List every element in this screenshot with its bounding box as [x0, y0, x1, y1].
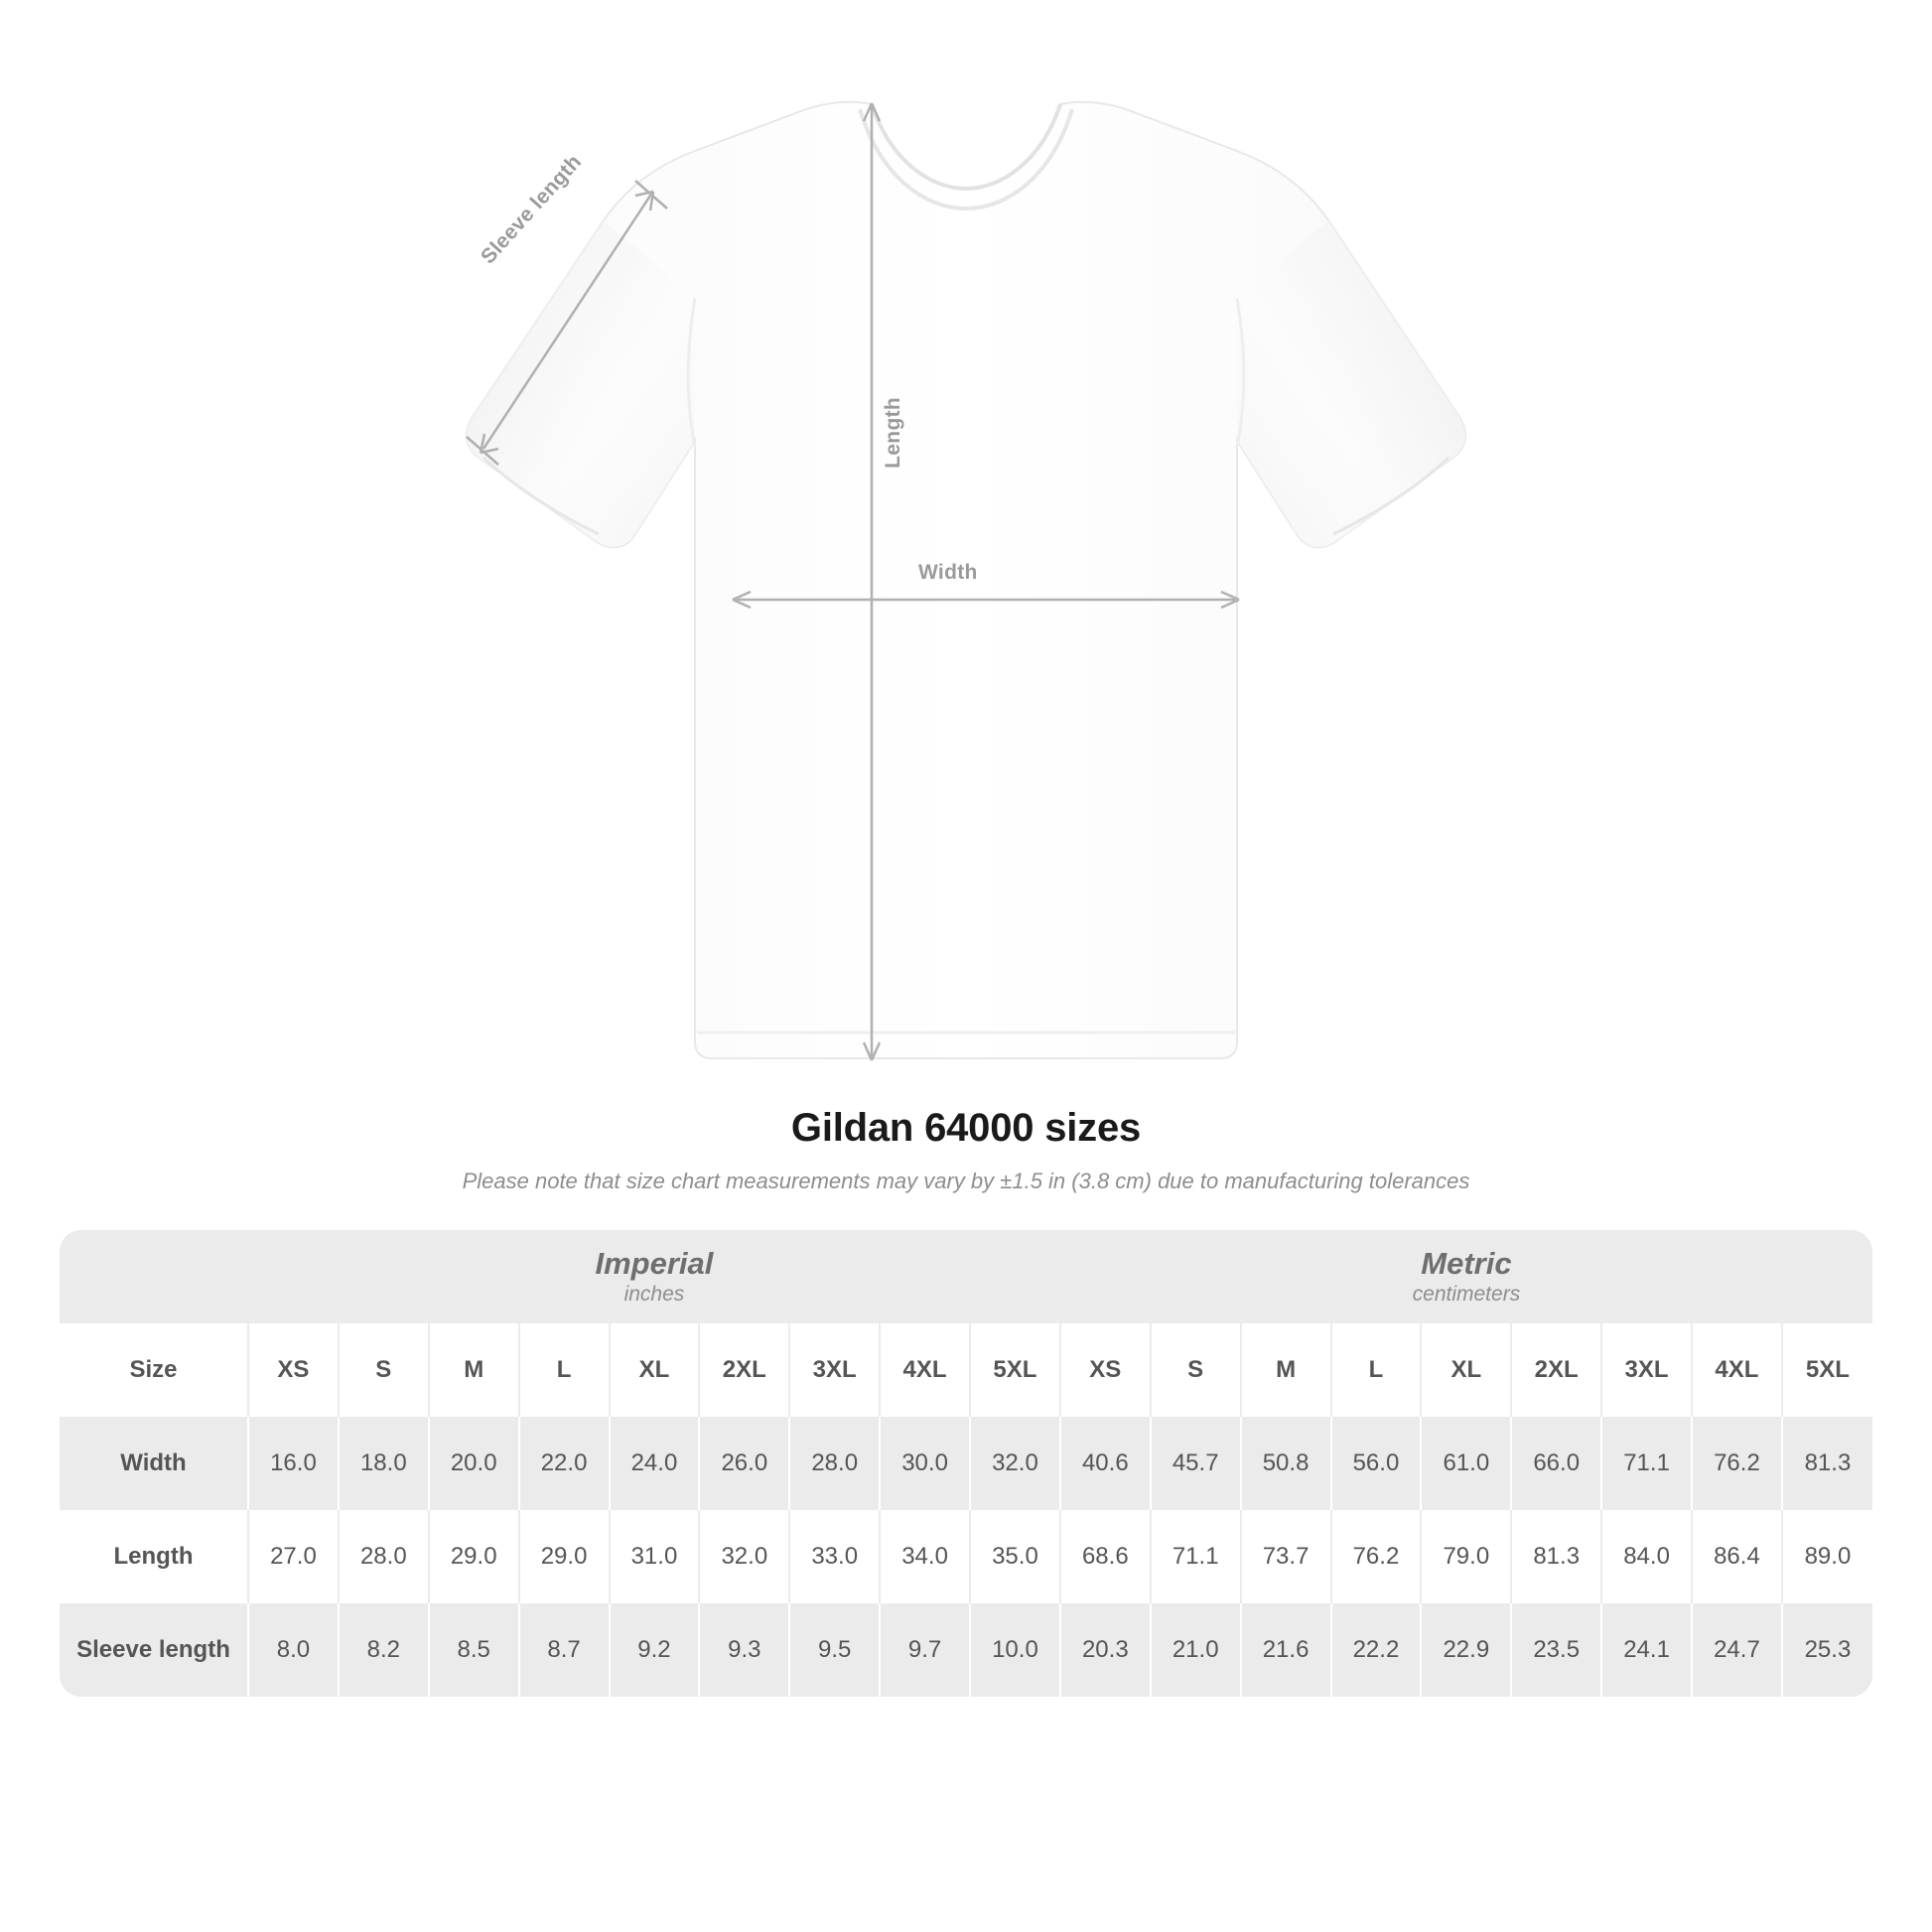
title-block	[0, 1106, 1932, 1194]
col-header-m-imperial: M	[429, 1323, 519, 1417]
col-header-2xl-imperial: 2XL	[699, 1323, 789, 1417]
cell-length-13: 79.0	[1421, 1510, 1511, 1603]
cell-width-11: 50.8	[1241, 1417, 1331, 1510]
col-header-5xl-imperial: 5XL	[970, 1323, 1060, 1417]
cell-sleeve-7: 9.7	[880, 1603, 970, 1697]
page-title: Gildan 64000 sizes	[790, 1106, 1142, 1150]
cell-sleeve-2: 8.5	[429, 1603, 519, 1697]
width-dimension-label: Width	[918, 561, 978, 584]
cell-width-9: 40.6	[1060, 1417, 1151, 1510]
cell-length-14: 81.3	[1511, 1510, 1601, 1603]
cell-width-10: 45.7	[1151, 1417, 1241, 1510]
unit-name-imperial: Imperial	[595, 1245, 714, 1281]
cell-width-7: 30.0	[880, 1417, 970, 1510]
cell-sleeve-9: 20.3	[1060, 1603, 1151, 1697]
cell-length-9: 68.6	[1060, 1510, 1151, 1603]
col-header-3xl-imperial: 3XL	[789, 1323, 880, 1417]
cell-sleeve-13: 22.9	[1421, 1603, 1511, 1697]
cell-width-17: 81.3	[1782, 1417, 1872, 1510]
cell-width-13: 61.0	[1421, 1417, 1511, 1510]
unit-sub-imperial: inches	[623, 1283, 685, 1307]
row-label-sleeve-length: Sleeve length	[60, 1603, 248, 1697]
size-table	[60, 1230, 1872, 1697]
unit-header-spacer	[60, 1230, 248, 1323]
cell-length-0: 27.0	[248, 1510, 339, 1603]
cell-sleeve-0: 8.0	[248, 1603, 339, 1697]
col-header-s-imperial: S	[339, 1323, 429, 1417]
unit-header-row	[60, 1230, 1872, 1323]
cell-length-16: 86.4	[1692, 1510, 1782, 1603]
col-header-xs-imperial: XS	[248, 1323, 339, 1417]
cell-length-10: 71.1	[1151, 1510, 1241, 1603]
cell-sleeve-5: 9.3	[699, 1603, 789, 1697]
unit-header-imperial	[248, 1230, 1060, 1323]
table-row	[60, 1603, 1872, 1697]
cell-width-14: 66.0	[1511, 1417, 1601, 1510]
cell-width-12: 56.0	[1331, 1417, 1422, 1510]
size-corner-label: Size	[60, 1323, 248, 1417]
cell-width-15: 71.1	[1601, 1417, 1692, 1510]
col-header-5xl-metric: 5XL	[1782, 1323, 1872, 1417]
cell-width-0: 16.0	[248, 1417, 339, 1510]
sleeve-length-dimension-label: Sleeve length	[477, 150, 587, 269]
col-header-2xl-metric: 2XL	[1511, 1323, 1601, 1417]
cell-length-2: 29.0	[429, 1510, 519, 1603]
cell-sleeve-14: 23.5	[1511, 1603, 1601, 1697]
cell-length-12: 76.2	[1331, 1510, 1422, 1603]
unit-header-metric	[1060, 1230, 1872, 1323]
cell-sleeve-4: 9.2	[610, 1603, 700, 1697]
col-header-l-metric: L	[1331, 1323, 1422, 1417]
cell-length-6: 33.0	[789, 1510, 880, 1603]
tolerance-note: Please note that size chart measurements may vary by ±1.5 in (3.8 cm) due to manufacturing tolerances	[462, 1169, 1470, 1193]
cell-length-17: 89.0	[1782, 1510, 1872, 1603]
length-dimension-label: Length	[882, 397, 904, 469]
cell-width-8: 32.0	[970, 1417, 1060, 1510]
cell-sleeve-3: 8.7	[519, 1603, 610, 1697]
col-header-3xl-metric: 3XL	[1601, 1323, 1692, 1417]
cell-length-15: 84.0	[1601, 1510, 1692, 1603]
cell-sleeve-1: 8.2	[339, 1603, 429, 1697]
cell-width-1: 18.0	[339, 1417, 429, 1510]
cell-length-5: 32.0	[699, 1510, 789, 1603]
cell-length-8: 35.0	[970, 1510, 1060, 1603]
cell-width-6: 28.0	[789, 1417, 880, 1510]
cell-sleeve-6: 9.5	[789, 1603, 880, 1697]
cell-width-2: 20.0	[429, 1417, 519, 1510]
col-header-xs-metric: XS	[1060, 1323, 1151, 1417]
cell-length-3: 29.0	[519, 1510, 610, 1603]
cell-sleeve-16: 24.7	[1692, 1603, 1782, 1697]
col-header-l-imperial: L	[519, 1323, 610, 1417]
col-header-s-metric: S	[1151, 1323, 1241, 1417]
col-header-4xl-metric: 4XL	[1692, 1323, 1782, 1417]
cell-width-3: 22.0	[519, 1417, 610, 1510]
cell-sleeve-11: 21.6	[1241, 1603, 1331, 1697]
cell-width-4: 24.0	[610, 1417, 700, 1510]
size-table-container	[60, 1230, 1872, 1697]
cell-width-5: 26.0	[699, 1417, 789, 1510]
row-label-width: Width	[60, 1417, 248, 1510]
cell-width-16: 76.2	[1692, 1417, 1782, 1510]
table-row	[60, 1417, 1872, 1510]
unit-sub-metric: centimeters	[1412, 1283, 1521, 1307]
cell-length-11: 73.7	[1241, 1510, 1331, 1603]
unit-name-metric: Metric	[1421, 1245, 1512, 1281]
cell-length-1: 28.0	[339, 1510, 429, 1603]
col-header-4xl-imperial: 4XL	[880, 1323, 970, 1417]
cell-sleeve-10: 21.0	[1151, 1603, 1241, 1697]
cell-sleeve-12: 22.2	[1331, 1603, 1422, 1697]
col-header-xl-imperial: XL	[610, 1323, 700, 1417]
cell-sleeve-8: 10.0	[970, 1603, 1060, 1697]
cell-length-4: 31.0	[610, 1510, 700, 1603]
col-header-xl-metric: XL	[1421, 1323, 1511, 1417]
cell-length-7: 34.0	[880, 1510, 970, 1603]
cell-sleeve-15: 24.1	[1601, 1603, 1692, 1697]
table-row	[60, 1510, 1872, 1603]
row-label-length: Length	[60, 1510, 248, 1603]
col-header-m-metric: M	[1241, 1323, 1331, 1417]
size-header-row	[60, 1323, 1872, 1417]
cell-sleeve-17: 25.3	[1782, 1603, 1872, 1697]
